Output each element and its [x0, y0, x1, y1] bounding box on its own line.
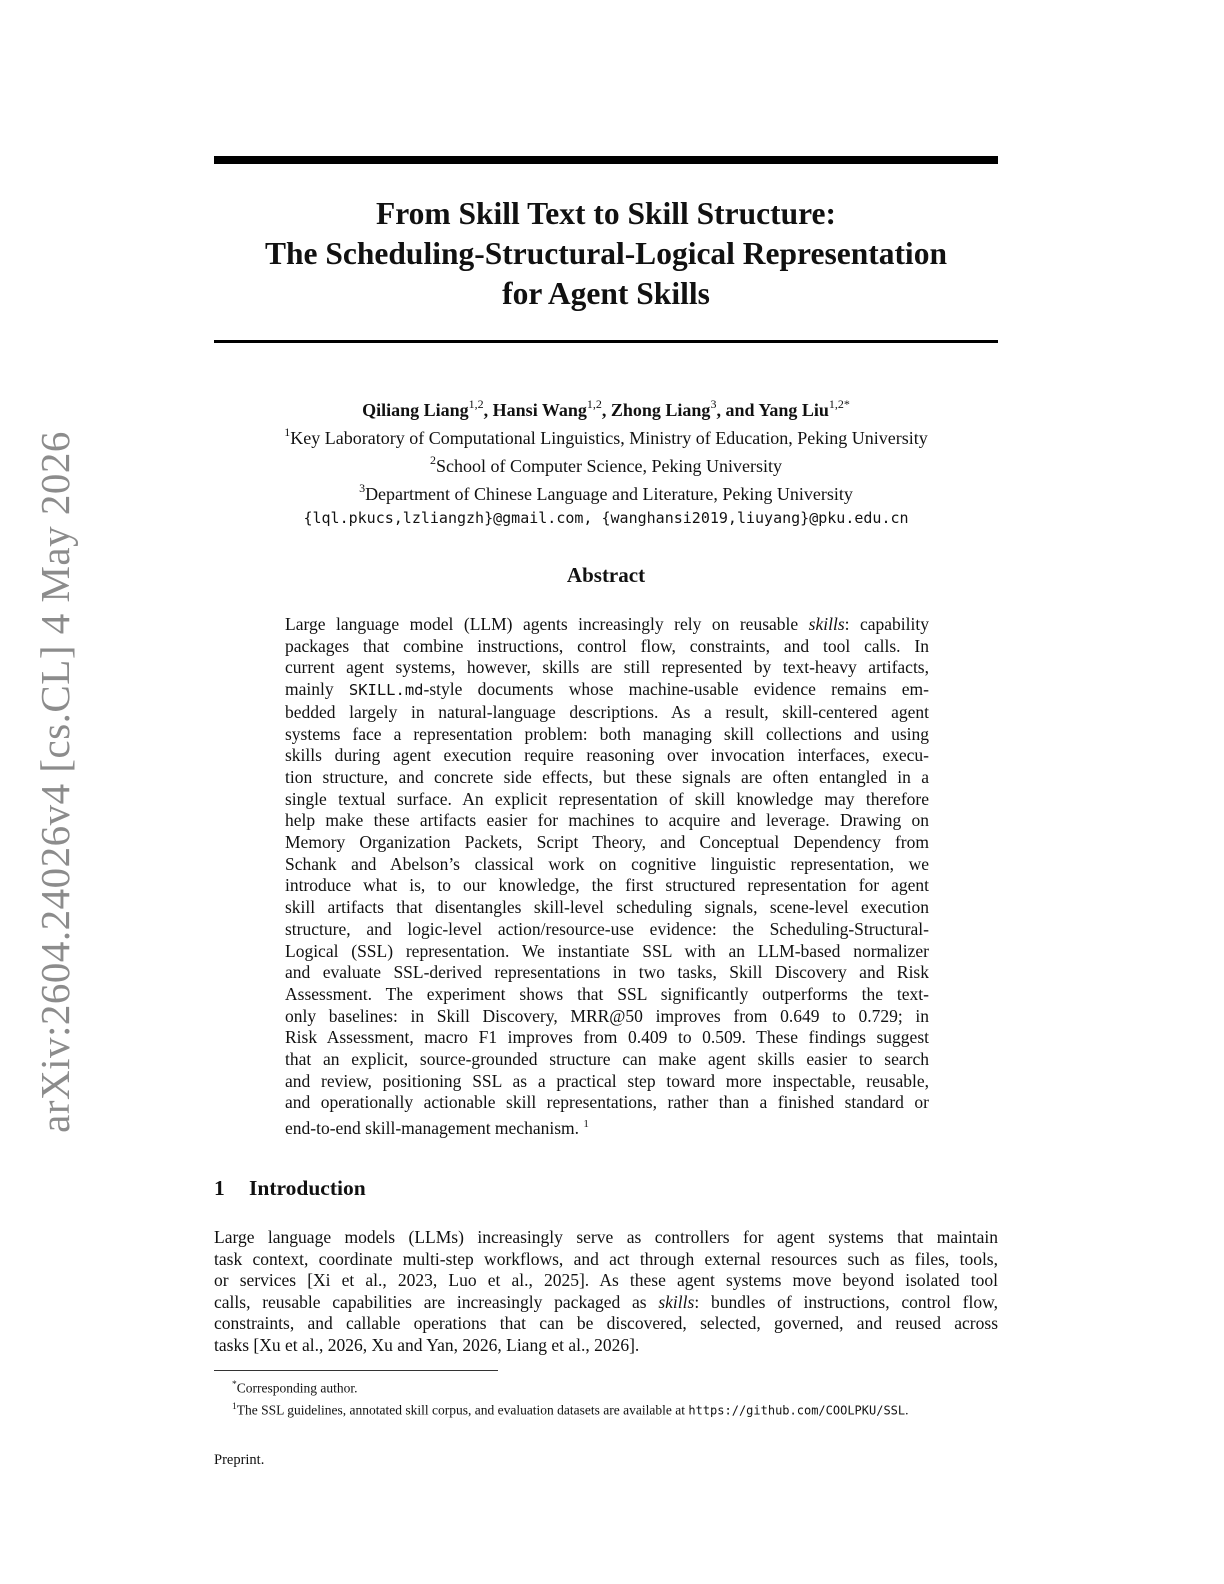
- abstract-line: and operationally actionable skill representations, rather than a finished standard or: [285, 1092, 929, 1113]
- abstract-line: and evaluate SSL-derived representations in two tasks, Skill Discovery and Risk: [285, 962, 929, 983]
- abstract-line: Memory Organization Packets, Script Theory, and Conceptual Dependency from: [285, 832, 929, 853]
- footnote-corresponding: *Corresponding author.: [232, 1380, 358, 1396]
- abstract-line: systems face a representation problem: both managing skill collections and using: [285, 723, 929, 744]
- affiliation: $^1$Key Laboratory of Computational Linguistics, Ministry of Education, Peking University: [284, 425, 928, 448]
- abstract-line: single textual surface. An explicit representation of skill knowledge may therefore: [285, 788, 929, 809]
- abstract-line: Assessment. The experiment shows that SSL significantly outperforms the text-: [285, 983, 929, 1004]
- footnote-1: $^1$The SSL guidelines, annotated skill corpus, and evaluation datasets are available at https://github.com/COOLPKU/SSL.: [232, 1401, 909, 1417]
- abstract-line: Logical (SSL) representation. We instantiate SSL with an LLM-based normalizer: [285, 940, 929, 961]
- author-name: Qiliang Liang: [362, 400, 469, 420]
- title-rule-top: [214, 156, 998, 164]
- abstract-body: [285, 614, 929, 1140]
- author-name: Hansi Wang: [492, 400, 587, 420]
- section-heading-introduction: [214, 1176, 366, 1201]
- paragraph-line: Large language models (LLMs) increasingly serve as controllers for agent systems that maintain: [214, 1227, 998, 1247]
- footnotes: [232, 1376, 1012, 1419]
- author-conjunction: and: [725, 400, 755, 420]
- abstract-line: skill artifacts that disentangles skill-level scheduling signals, scene-level execution: [285, 897, 929, 918]
- abstract-line: help make these artifacts easier for machines to acquire and leverage. Drawing on: [285, 810, 929, 831]
- abstract-line: Large language model (LLM) agents increasingly rely on reusable skills: capability: [285, 614, 929, 634]
- footnote-ref-link[interactable]: 1: [583, 1118, 589, 1131]
- author-affiliation-mark: 3: [710, 397, 717, 411]
- section-title: Introduction: [249, 1176, 366, 1200]
- abstract-line: current agent systems, however, skills are still represented by text-heavy artifacts,: [285, 657, 929, 678]
- author-block: [214, 394, 998, 530]
- abstract-line: tion structure, and concrete side effects, but these signals are often entangled in a: [285, 766, 929, 787]
- paragraph-line: constraints, and callable operations that can be discovered, selected, governed, and reused across: [214, 1313, 998, 1333]
- abstract-line: that an explicit, source-grounded structure can make agent skills easier to search: [285, 1049, 929, 1070]
- paragraph-line: or services [Xi et al., 2023, Luo et al., 2025]. As these agent systems move beyond isolated tool: [214, 1270, 998, 1290]
- footnote-separator: [214, 1370, 498, 1371]
- title-rule-bottom: [214, 340, 998, 343]
- author-name: Yang Liu: [758, 400, 829, 420]
- abstract-line: introduce what is, to our knowledge, the first structured representation for agent: [285, 875, 929, 896]
- abstract-line: only baselines: in Skill Discovery, MRR@50 improves from 0.649 to 0.729; in: [285, 1005, 929, 1026]
- abstract-heading: Abstract: [566, 563, 646, 587]
- title-line: for Agent Skills: [502, 276, 710, 311]
- abstract-line: structure, and logic-level action/resource-use evidence: the Scheduling-Structural-: [285, 918, 929, 939]
- arxiv-identifier: arXiv:2604.24026v4 [cs.CL] 4 May 2026: [32, 431, 78, 1133]
- affiliation: $^2$School of Computer Science, Peking University: [430, 453, 782, 476]
- abstract-line: packages that combine instructions, control flow, constraints, and tool calls. In: [285, 635, 929, 656]
- abstract-line: mainly SKILL.md-style documents whose machine-usable evidence remains em-: [285, 679, 929, 700]
- paragraph-line: task context, coordinate multi-step workflows, and act through external resources such as files, tools,: [214, 1248, 998, 1269]
- author-affiliation-mark: 1,2: [468, 397, 484, 411]
- affiliation: $^3$Department of Chinese Language and Literature, Peking University: [359, 481, 853, 504]
- author-affiliation-mark: 1,2: [586, 397, 602, 411]
- repository-link[interactable]: https://github.com/COOLPKU/SSL: [688, 1403, 906, 1417]
- author-name: Zhong Liang: [610, 400, 711, 420]
- introduction-paragraph: [214, 1227, 998, 1356]
- author-emails: {lql.pkucs,lzliangzh}@gmail.com, {wanghansi2019,liuyang}@pku.edu.cn: [303, 509, 909, 527]
- title-line: From Skill Text to Skill Structure:: [376, 196, 836, 231]
- abstract-line: end-to-end skill-management mechanism. $^1$: [285, 1118, 589, 1138]
- preprint-label: Preprint.: [214, 1452, 265, 1468]
- author-names: Qiliang Liang$^{1,2}$, Hansi Wang$^{1,2}$, Zhong Liang$^3$, and Yang Liu$^{1,2*}$: [362, 397, 850, 420]
- title-line: The Scheduling-Structural-Logical Representation: [265, 236, 947, 271]
- abstract-line: bedded largely in natural-language descriptions. As a result, skill-centered agent: [285, 701, 929, 722]
- paragraph-line: calls, reusable capabilities are increasingly packaged as skills: bundles of instructions, control flow,: [214, 1291, 998, 1312]
- section-number: 1: [214, 1176, 225, 1200]
- author-affiliation-mark: 1,2*: [828, 397, 850, 411]
- abstract-line: Schank and Abelson’s classical work on cognitive linguistic representation, we: [285, 853, 929, 874]
- paper-title: [214, 194, 998, 314]
- abstract-line: and review, positioning SSL as a practical step toward more inspectable, reusable,: [285, 1070, 929, 1091]
- abstract-line: Risk Assessment, macro F1 improves from 0.409 to 0.509. These findings suggest: [285, 1027, 929, 1048]
- abstract-line: skills during agent execution require reasoning over invocation interfaces, execu-: [285, 745, 929, 766]
- paragraph-line: tasks [Xu et al., 2026, Xu and Yan, 2026, Liang et al., 2026].: [214, 1334, 640, 1355]
